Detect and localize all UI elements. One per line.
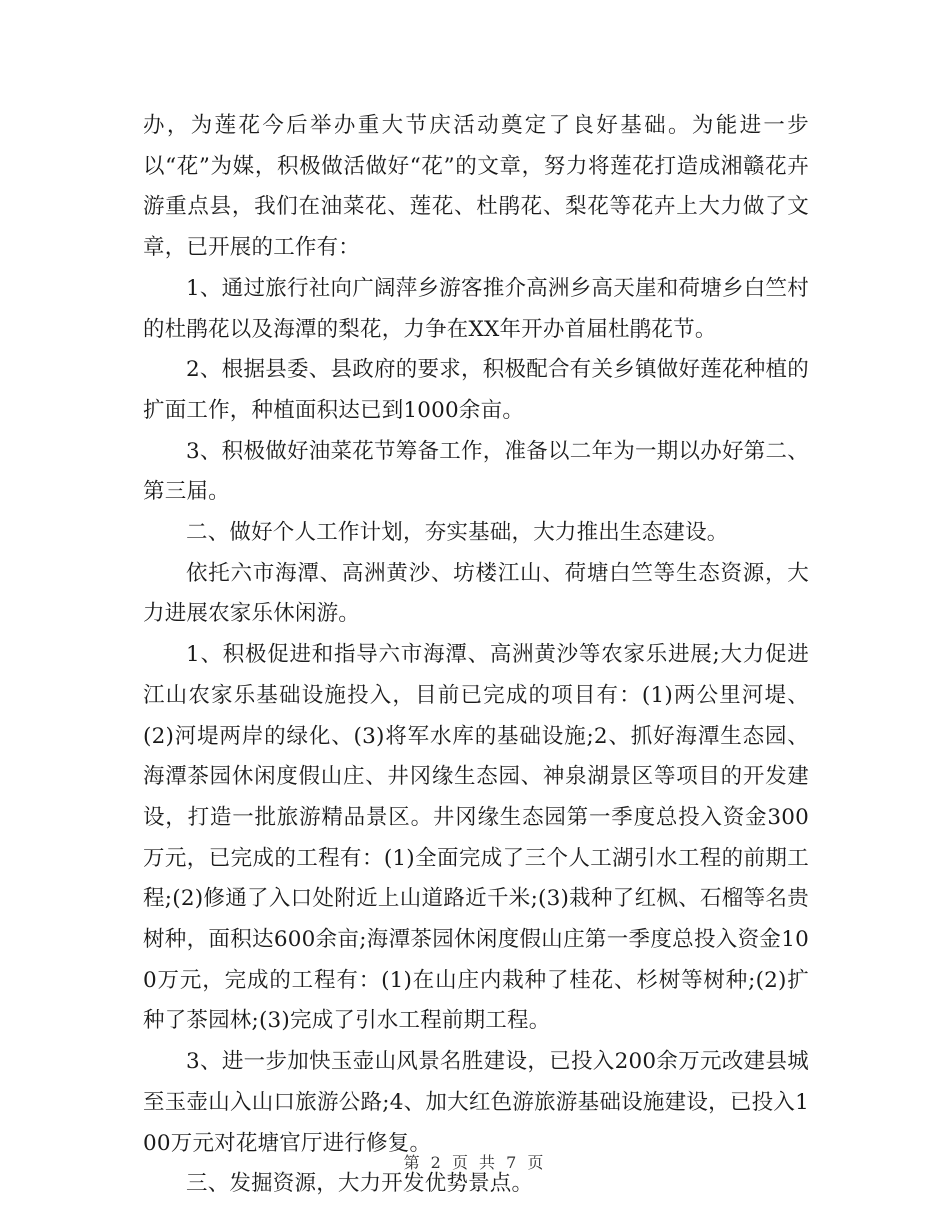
paragraph-eco-item-1: 1、积极促进和指导六市海潭、高洲黄沙等农家乐进展;大力促进江山农家乐基础设施投入，目前已完成的项目有：(1)两公里河堤、(2)河堤两岸的绿化、(3)将军水库的基础设施;2、抓好海潭生态园、海潭茶园休闲度假山庄、井冈缘生态园、神泉湖景区等项目的开发建设，打造一批旅游精品景区。井冈缘生态园第一季度总投入资金300万元，已完成的工程有：(1)全面完成了三个人工湖引水工程的前期工程;(2)修通了入口处附近上山道路近千米;(3)栽种了红枫、石榴等名贵树种，面积达600余亩;海潭茶园休闲度假山庄第一季度总投入资金100万元，完成的工程有：(1)在山庄内栽种了桂花、杉树等树种;(2)扩种了茶园林;(3)完成了引水工程前期工程。 xyxy=(143,642,809,1034)
section-heading-2: 二、做好个人工作计划，夯实基础，大力推出生态建设。 xyxy=(186,520,729,546)
paragraph-item-1: 1、通过旅行社向广阔萍乡游客推介高洲乡高天崖和荷塘乡白竺村的杜鹃花以及海潭的梨花，力争在XX年开办首届杜鹃花节。 xyxy=(143,275,809,342)
paragraph-eco-item-3: 3、进一步加快玉壶山风景名胜建设，已投入200余万元改建县城至玉壶山入山口旅游公路;4、加大红色游旅游基础设施建设，已投入100万元对花塘官厅进行修复。 xyxy=(143,1049,809,1156)
paragraph-item-2: 2、根据县委、县政府的要求，积极配合有关乡镇做好莲花种植的扩面工作，种植面积达已到1000余亩。 xyxy=(143,357,809,423)
paragraph-eco-intro: 依托六市海潭、高洲黄沙、坊楼江山、荷塘白竺等生态资源，大力进展农家乐休闲游。 xyxy=(143,560,809,627)
section-heading-3: 三、发掘资源，大力开发优势景点。 xyxy=(186,1171,534,1197)
paragraph-item-3: 3、积极做好油菜花节筹备工作，准备以二年为一期以办好第二、第三届。 xyxy=(143,438,809,505)
page-body xyxy=(143,106,809,1205)
page-number-footer: 第 2 页 共 7 页 xyxy=(403,1153,547,1172)
paragraph-continuation: 办，为莲花今后举办重大节庆活动奠定了良好基础。为能进一步以“花”为媒，积极做活做好“花”的文章，努力将莲花打造成湘赣花卉游重点县，我们在油菜花、莲花、杜鹃花、梨花等花卉上大力做了文章，已开展的工作有： xyxy=(143,113,809,261)
